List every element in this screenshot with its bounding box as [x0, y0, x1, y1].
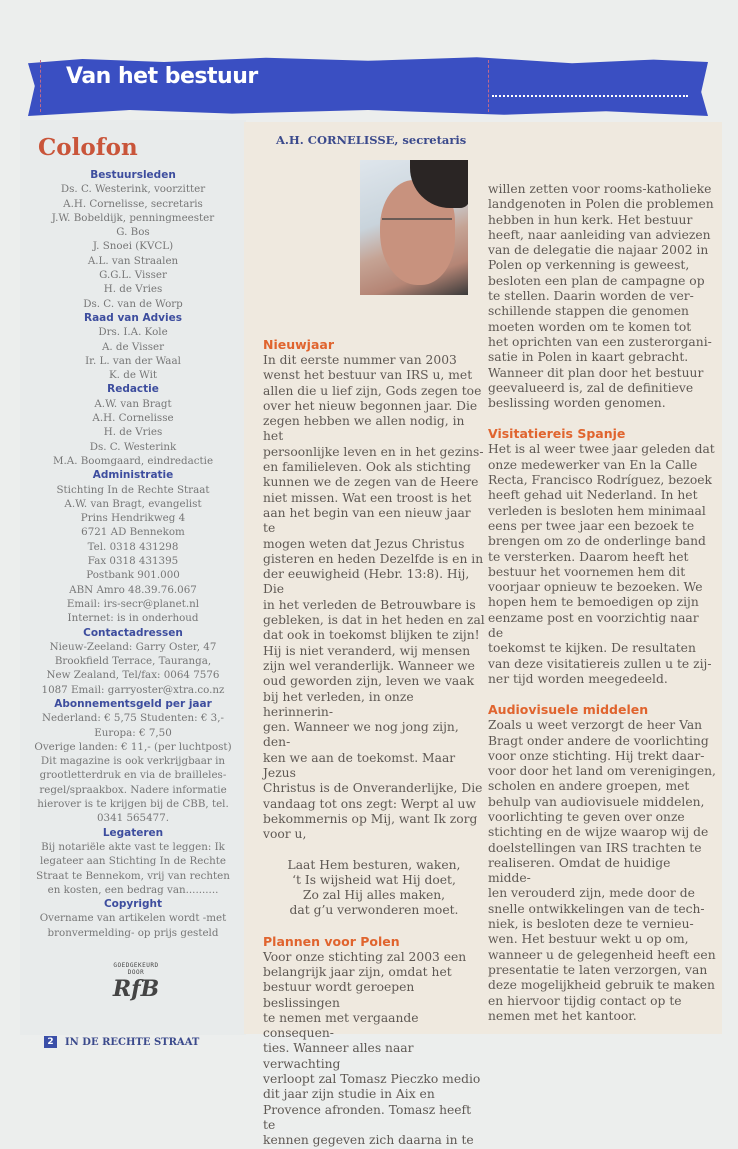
colofon-text: A.W. van Bragt A.H. Cornelisse H. de Vries Ds. C. Westerink M.A. Boomgaard, eindredactie	[52, 397, 214, 467]
section-title: Van het bestuur	[66, 64, 258, 89]
colofon-heading: Legateren	[102, 826, 164, 839]
article-column-right	[488, 182, 716, 1024]
colofon-heading: Contactadressen	[83, 626, 183, 639]
page-footer	[44, 1036, 199, 1048]
poem: Laat Hem besturen, waken, ‘t Is wijsheid wat Hij doet, Zo zal Hij alles maken, dat g’u verwonderen moet.	[287, 857, 461, 918]
colofon-heading: Abonnementsgeld per jaar	[54, 697, 212, 710]
magazine-title: IN DE RECHTE STRAAT	[65, 1036, 200, 1048]
paragraph: Voor onze stichting zal 2003 een belangrijk jaar zijn, omdat het bestuur wordt geroepen beslissingen te nemen met vergaande consequen- ties. Wanneer alles naar verwachting verloopt zal Tomasz Pieczko medio dit jaar zijn studie in Aix en Provence afronden. Tomasz heeft te kennen gegeven zich daarna in te	[263, 949, 481, 1148]
section-heading: Plannen voor Polen	[263, 933, 400, 949]
colofon-heading: Administratie	[92, 469, 174, 482]
colofon-text: Ds. C. Westerink, voorzitter A.H. Cornelisse, secretaris J.W. Bobeldijk, penningmeester G. Bos J. Snoei (KVCL) A.L. van Straalen G.G.L. Visser H. de Vries Ds. C. van de Worp	[51, 183, 215, 310]
colofon-text: Nederland: € 5,75 Studenten: € 3,- Europa: € 7,50 Overige landen: € 11,- (per luchtpost) Dit magazine is ook verkrijgbaar in grootletterdruk en via de brailleles- regel/spraakbox. Nadere informatie hierover is te krijgen bij de CBB, tel. 0341 565477.	[34, 712, 232, 825]
article-column-middle	[263, 337, 485, 1149]
paragraph: Het is al weer twee jaar geleden dat onze medewerker van En la Calle Recta, Francisco Rodríguez, bezoek heeft gehad uit Nederland. In het verleden is besloten hem minimaal eens per twee jaar een bezoek te brengen om zo de onderlinge band te versterken. Daarom heeft het bestuur het voornemen hem dit voorjaar opnieuw te bezoeken. We hopen hem te bemoedigen op zijn eenzame post en voorzichtig naar de toekomst te kijken. De resultaten van deze visitatiereis zullen u te zij- ner tijd worden meegedeeld.	[488, 442, 715, 686]
colofon-text: Stichting In de Rechte Straat A.W. van Bragt, evangelist Prins Hendrikweg 4 6721 AD Bennekom Tel. 0318 431298 Fax 0318 431395 Postbank 901.000 ABN Amro 48.39.76.067 Email: irs-secr@planet.nl Internet: is in onderhoud	[56, 483, 210, 625]
page-number: 2	[44, 1036, 57, 1048]
colofon-text: Nieuw-Zeeland: Garry Oster, 47 Brookfield Terrace, Tauranga, New Zealand, Tel/fax: 0064 7576 1087 Email: garryoster@xtra.co.nz	[41, 640, 225, 696]
article-byline: A.H. CORNELISSE, secretaris	[276, 133, 467, 147]
colofon-text: Overname van artikelen wordt -met bronvermelding- op prijs gesteld	[39, 912, 227, 939]
paragraph: willen zetten voor rooms-katholieke landgenoten in Polen die problemen hebben in hun kerk. Het bestuur heeft, naar aanleiding van adviezen van de delegatie die najaar 2002 in Polen op verkenning is geweest, besloten een plan de campagne op te stellen. Daarin worden de ver- schillende stappen die genomen moeten worden om te komen tot het oprichten van een zusterorgani- satie in Polen in kaart gebracht. Wanneer dit plan door het bestuur geevalueerd is, zal de definitieve beslissing worden genomen.	[488, 182, 714, 411]
colofon-text: Drs. I.A. Kole A. de Visser Ir. L. van der Waal K. de Wit	[85, 326, 181, 382]
paragraph: Zoals u weet verzorgt de heer Van Bragt onder andere de voorlichting voor onze stichting. Hij trekt daar- voor door het land om verenigingen, scholen en andere groepen, met behulp van audiovisuele middelen, voorlichting te geven over onze stichting en de wijze waarop wij de doelstellingen van IRS trachten te realiseren. Omdat de huidige midde- len verouderd zijn, mede door de snelle ontwikkelingen van de tech- niek, is besloten deze te vernieu- wen. Het bestuur wekt u op om, wanneer u de gelegenheid heeft een presentatie te laten verzorgen, van deze mogelijkheid gebruik te maken en hiervoor tijdig contact op te nemen met het kantoor.	[488, 718, 716, 1023]
colofon-heading: Raad van Advies	[84, 311, 182, 324]
author-photo	[360, 160, 468, 295]
colofon	[20, 168, 246, 940]
rfb-approval-logo: GOEDGEKEURD DOOR RfB	[112, 962, 160, 1002]
section-heading: Nieuwjaar	[263, 337, 334, 352]
colofon-text: Bij notariële akte vast te leggen: Ik legateer aan Stichting In de Rechte Straat te Bennekom, vrij van rechten en kosten, een bedrag van..........	[36, 840, 230, 896]
colofon-heading: Copyright	[103, 898, 163, 911]
banner-dotted-line	[492, 95, 688, 97]
colofon-heading: Redactie	[107, 383, 159, 396]
banner-divider	[40, 60, 41, 112]
colofon-title: Colofon	[38, 134, 138, 161]
banner-divider	[488, 60, 489, 112]
colofon-heading: Bestuursleden	[90, 169, 176, 181]
section-heading: Audiovisuele middelen	[488, 702, 649, 718]
paragraph: In dit eerste nummer van 2003 wenst het bestuur van IRS u, met allen die u lief zijn, Gods zegen toe over het nieuw begonnen jaar. Die zegen hebben we allen nodig, in het persoonlijke leven en in het gezins- en familieleven. Ook als stichting kunnen we de zegen van de Heere niet missen. Wat een troost is het aan het begin van een nieuw jaar te mogen weten dat Jezus Christus gisteren en heden Dezelfde is en in der eeuwigheid (Hebr. 13:8). Hij, Die in het verleden de Betrouwbare is gebleken, is dat in het heden en zal dat ook in toekomst blijken te zijn! Hij is niet veranderd, wij mensen zijn wel veranderlijk. Wanneer we oud geworden zijn, leven we vaak bij het verleden, in onze herinnerin- gen. Wanneer we nog jong zijn, den- ken we aan de toekomst. Maar Jezus Christus is de Onveranderlijke, Die vandaag tot ons zegt: Werpt al uw bekommernis op Mij, want Ik zorg voor u,	[263, 353, 485, 842]
section-heading: Visitatiereis Spanje	[488, 426, 626, 442]
